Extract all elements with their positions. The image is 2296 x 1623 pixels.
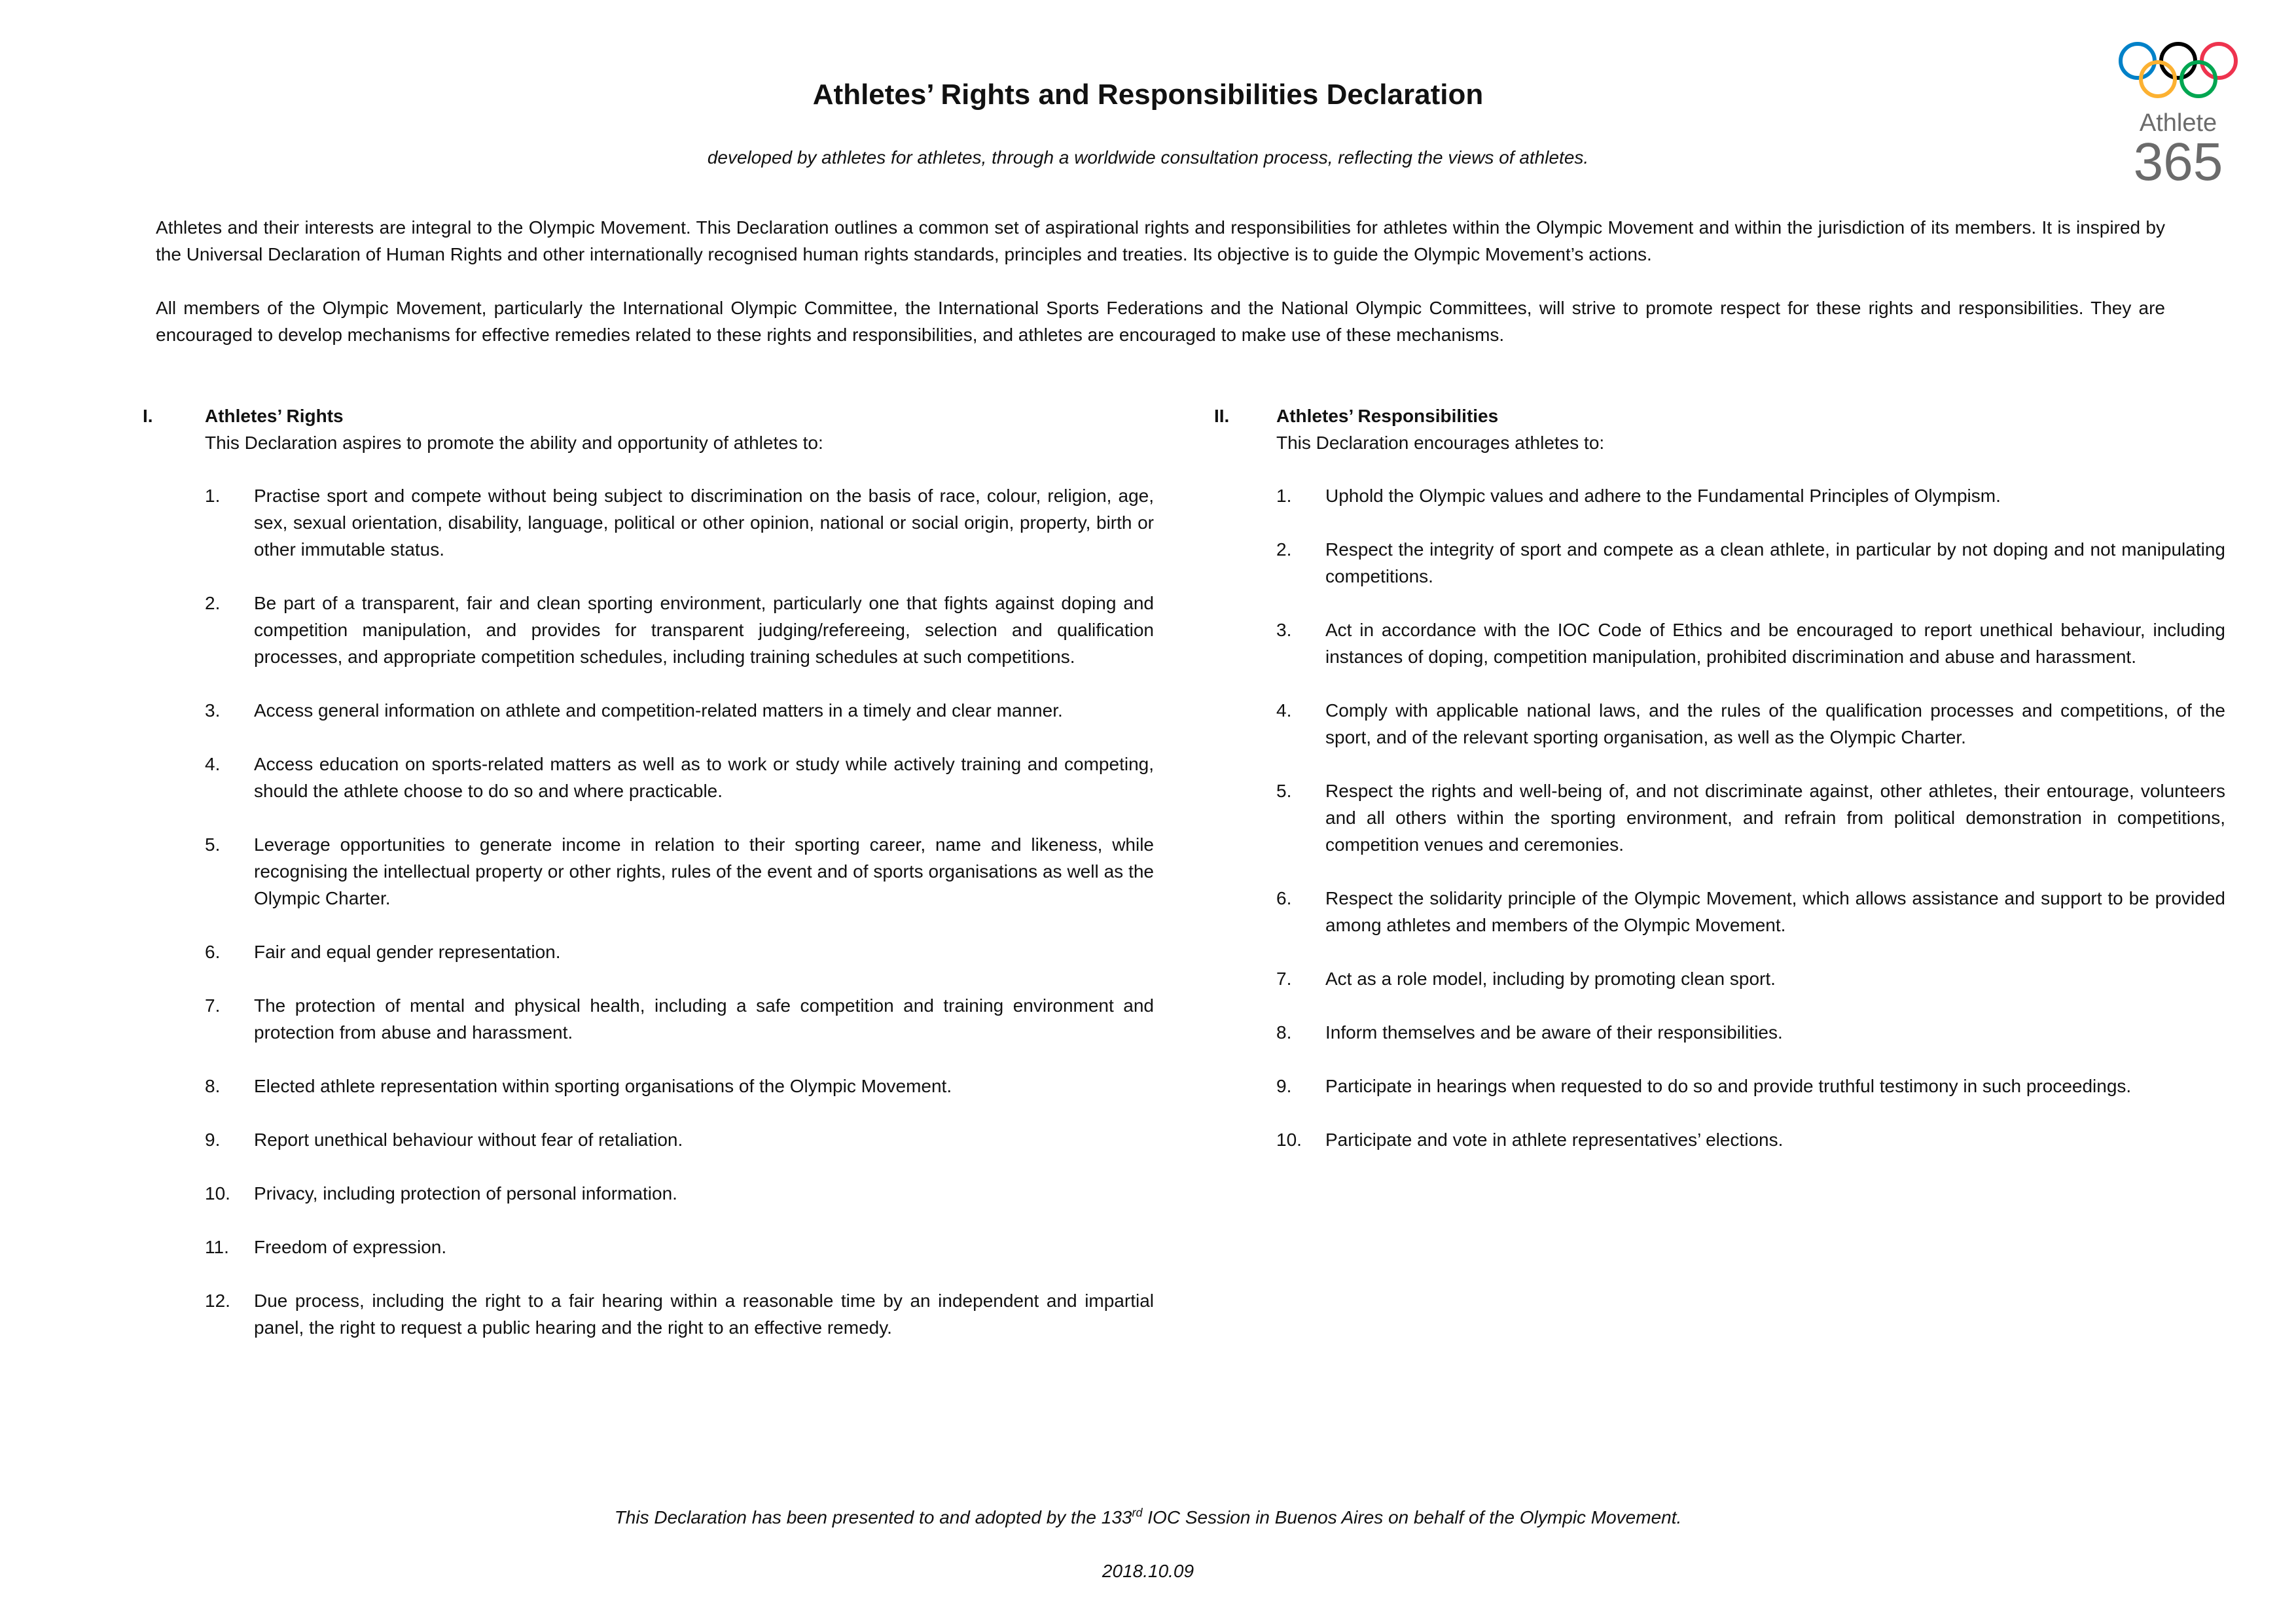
rights-section: [143, 402, 1154, 1368]
list-item: [143, 1073, 1154, 1099]
item-number: 8.: [205, 1076, 221, 1096]
item-text: Respect the rights and well-being of, and not discriminate against, other athletes, their entourage, volunteers and all others within the sporting environment, and refrain from political demonstration in competitions, competition venues and ceremonies.: [1325, 781, 2225, 855]
list-item: [143, 590, 1154, 670]
intro-paragraph-1: Athletes and their interests are integral to the Olympic Movement. This Declaration outlines a common set of aspirational rights and responsibilities for athletes within the Olympic Movement and within the jurisdiction of its members. It is inspired by the Universal Declaration of Human Rights and other internationally recognised human rights standards, principles and treaties. Its objective is to guide the Olympic Movement’s actions.: [156, 217, 2165, 264]
responsibilities-list: [1214, 482, 2225, 1153]
list-item: [143, 482, 1154, 563]
item-number: 10.: [205, 1183, 230, 1204]
document-title: Athletes’ Rights and Responsibilities Declaration: [812, 79, 1484, 111]
item-text: Be part of a transparent, fair and clean sporting environment, particularly one that fights against doping and competition manipulation, and provides for transparent judging/refereeing, selection and qualification processes, and appropriate competition schedules, including training schedules at such competitions.: [254, 593, 1154, 667]
item-number: 2.: [1276, 539, 1292, 560]
list-item: [1214, 1019, 2225, 1046]
adoption-statement: [0, 1507, 2296, 1528]
rights-heading: [143, 402, 1154, 429]
responsibilities-intro: This Declaration encourages athletes to:: [1276, 433, 1605, 453]
responsibilities-title: Athletes’ Responsibilities: [1276, 406, 1499, 426]
rights-title: Athletes’ Rights: [205, 406, 344, 426]
item-number: 7.: [1276, 969, 1292, 989]
item-number: 6.: [205, 942, 221, 962]
intro-paragraph-2: All members of the Olympic Movement, particularly the International Olympic Committee, the International Sports Federations and the National Olympic Committees, will strive to promote respect for these rights and responsibilities. They are encouraged to develop mechanisms for effective remedies related to these rights and responsibilities, and athletes are encouraged to make use of these mechanisms.: [156, 298, 2165, 345]
list-item: [143, 1126, 1154, 1153]
item-number: 3.: [205, 700, 221, 721]
item-text: The protection of mental and physical health, including a safe competition and training environment and protection from abuse and harassment.: [254, 995, 1154, 1043]
item-text: Freedom of expression.: [254, 1237, 447, 1257]
list-item: [143, 831, 1154, 912]
ordinal-suffix: rd: [1132, 1506, 1143, 1520]
list-item: [1214, 536, 2225, 590]
item-number: 12.: [205, 1291, 230, 1311]
ring-green: [2181, 62, 2215, 96]
item-text: Practise sport and compete without being subject to discrimination on the basis of race, colour, religion, age, sex, sexual orientation, disability, language, political or other opinion, national or social origin, property, birth or other immutable status.: [254, 486, 1154, 560]
item-text: Respect the solidarity principle of the Olympic Movement, which allows assistance and support to be provided among athletes and members of the Olympic Movement.: [1325, 888, 2225, 935]
item-text: Act as a role model, including by promoting clean sport.: [1325, 969, 1776, 989]
ring-blue: [2121, 44, 2155, 78]
item-number: 11.: [205, 1237, 229, 1257]
item-number: 9.: [1276, 1076, 1292, 1096]
responsibilities-heading: [1214, 402, 2225, 429]
item-text: Access general information on athlete and competition-related matters in a timely and clear manner.: [254, 700, 1063, 721]
item-number: 4.: [1276, 700, 1292, 721]
item-number: 1.: [205, 486, 221, 506]
logo-number-text: 365: [2133, 132, 2223, 187]
item-text: Participate in hearings when requested to do so and provide truthful testimony in such proceedings.: [1325, 1076, 2132, 1096]
item-number: 4.: [205, 754, 221, 774]
item-text: Uphold the Olympic values and adhere to the Fundamental Principles of Olympism.: [1325, 486, 2001, 506]
athlete365-logo: [2113, 36, 2244, 187]
olympic-rings-icon: [2121, 44, 2236, 96]
item-text: Inform themselves and be aware of their responsibilities.: [1325, 1022, 1783, 1043]
item-text: Respect the integrity of sport and compete as a clean athlete, in particular by not doping and not manipulating competitions.: [1325, 539, 2225, 586]
item-text: Privacy, including protection of personal information.: [254, 1183, 677, 1204]
document-subtitle: developed by athletes for athletes, through a worldwide consultation process, reflecting the views of athletes.: [707, 147, 1589, 168]
list-item: [143, 751, 1154, 804]
item-text: Fair and equal gender representation.: [254, 942, 561, 962]
rights-list: [143, 482, 1154, 1341]
list-item: [1214, 697, 2225, 751]
list-item: [143, 1180, 1154, 1207]
item-text: Leverage opportunities to generate income in relation to their sporting career, name and likeness, while recognising the intellectual property or other rights, rules of the event and of sports organisations as well as the Olympic Charter.: [254, 834, 1154, 908]
item-number: 5.: [1276, 781, 1292, 801]
item-text: Act in accordance with the IOC Code of Ethics and be encouraged to report unethical behaviour, including instances of doping, competition manipulation, prohibited discrimination and abuse and harassment.: [1325, 620, 2225, 667]
item-number: 6.: [1276, 888, 1292, 908]
item-text: Access education on sports-related matters as well as to work or study while actively training and competing, should the athlete choose to do so and where practicable.: [254, 754, 1154, 801]
ring-black: [2161, 44, 2195, 78]
list-item: [143, 992, 1154, 1046]
item-number: 1.: [1276, 486, 1292, 506]
adoption-text-end: IOC Session in Buenos Aires on behalf of the Olympic Movement.: [1142, 1507, 1682, 1527]
item-number: 5.: [205, 834, 221, 855]
rights-numeral: I.: [143, 406, 153, 426]
ring-yellow: [2141, 62, 2175, 96]
list-item: [1214, 616, 2225, 670]
list-item: [143, 1287, 1154, 1341]
item-number: 2.: [205, 593, 221, 613]
item-number: 3.: [1276, 620, 1292, 640]
list-item: [1214, 1073, 2225, 1099]
list-item: [143, 938, 1154, 965]
item-number: 9.: [205, 1130, 221, 1150]
logo-athlete-text: Athlete: [2139, 109, 2217, 137]
document-date: 2018.10.09: [1102, 1561, 1194, 1581]
responsibilities-section: [1214, 402, 2225, 1180]
item-text: Participate and vote in athlete representatives’ elections.: [1325, 1130, 1784, 1150]
list-item: [1214, 777, 2225, 858]
item-text: Comply with applicable national laws, and the rules of the qualification processes and competitions, of the sport, and of the relevant sporting organisation, as well as the Olympic Charter.: [1325, 700, 2225, 747]
responsibilities-numeral: II.: [1214, 406, 1230, 426]
list-item: [1214, 482, 2225, 509]
item-text: Elected athlete representation within sporting organisations of the Olympic Movement.: [254, 1076, 952, 1096]
item-number: 10.: [1276, 1130, 1302, 1150]
item-text: Due process, including the right to a fair hearing within a reasonable time by an independent and impartial panel, the right to request a public hearing and the right to an effective remedy.: [254, 1291, 1154, 1338]
rights-intro: This Declaration aspires to promote the ability and opportunity of athletes to:: [205, 433, 823, 453]
item-number: 8.: [1276, 1022, 1292, 1043]
list-item: [1214, 965, 2225, 992]
ring-red: [2202, 44, 2236, 78]
list-item: [143, 1234, 1154, 1260]
item-number: 7.: [205, 995, 221, 1016]
list-item: [1214, 1126, 2225, 1153]
list-item: [143, 697, 1154, 724]
item-text: Report unethical behaviour without fear of retaliation.: [254, 1130, 683, 1150]
list-item: [1214, 885, 2225, 938]
adoption-text-start: This Declaration has been presented to and adopted by the 133: [614, 1507, 1132, 1527]
